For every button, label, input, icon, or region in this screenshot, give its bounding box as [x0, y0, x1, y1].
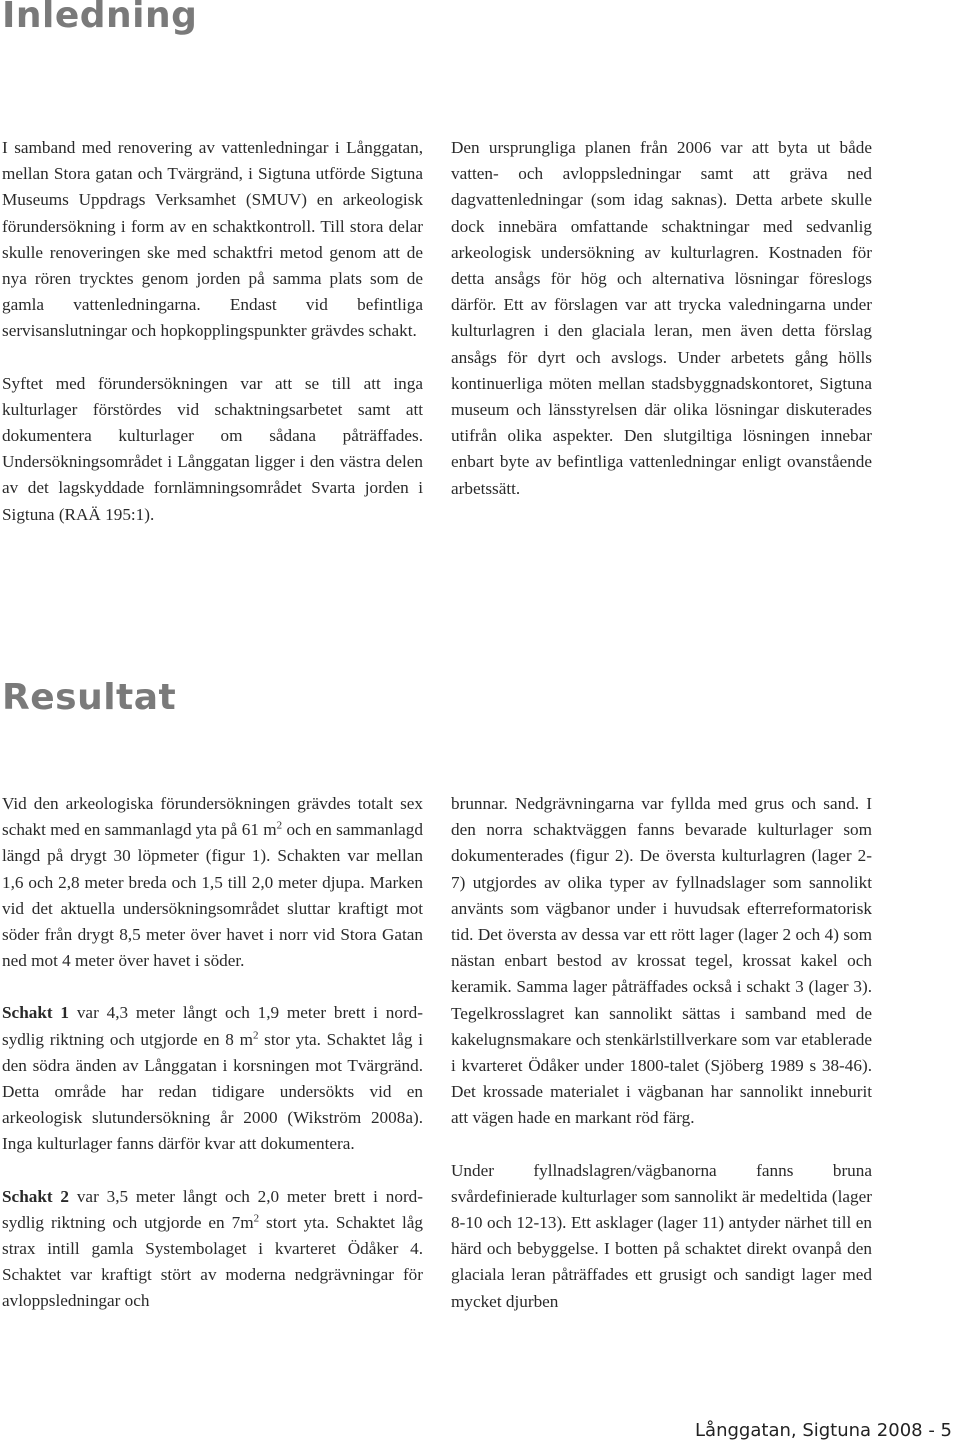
- section-heading-inledning: Inledning: [2, 0, 198, 36]
- paragraph: brunnar. Nedgrävningarna var fyllda med grus och sand. I den norra schaktväggen fanns bevarade kulturlager som dokumenterades (figur 2). De översta kulturlagren (lager 2-7) utgjordes av olika typer av fyllnadslager som sannolikt använts som vägbanor under i huvudsak efterreformatorisk tid. Det översta av dessa var ett rött lager (lager 2 och 4) som nästan enbart bestod av krossat tegel, krossat kakel och keramik. Samma lager påträffades också i schakt 3 (lager 3). Tegelkrosslagret kan sannolikt sättas i samband med de kakelugnsmakare och stenkärlstillverkare som var etablerade i kvarteret Ödåker under 1800-talet (Sjöberg 1989 s 38-46). Det krossade materialet i vägbanan har sannolikt inneburit att vägen hade en markant röd färg.: [451, 794, 872, 1128]
- text-run: var 3,5 meter långt och 2,0 meter brett i nord-sydlig riktning och utgjorde en 7m: [2, 1186, 423, 1232]
- paragraph-schakt-2: [2, 1184, 423, 1315]
- paragraph: Den ursprungliga planen från 2006 var att byta ut både vatten- och avloppsledningar samt att gräva ned dagvattenledningar (som idag saknas). Detta arbete skulle dock innebära omfattande schaktningar med sedvanlig arkeologisk undersökning av kulturlagren. Kostnaden för detta ansågs för hög och alternativa lösningar föreslogs därför. Ett av förslagen var att trycka valedningarna under kulturlagren i den glaciala leran, men även detta förslag ansågs för dyrt och avslogs. Under arbetets gång hölls kontinuerliga möten mellan stadsbyggnadskontoret, Sigtuna museum och länsstyrelsen där olika lösningar diskuterades utifrån olika aspekter. Den slutgiltiga lösningen innebar enbart byte av befintliga vattenledningar enligt ovanstående arbetssätt.: [451, 138, 872, 498]
- paragraph: Syftet med förundersökningen var att se till att inga kulturlager förstördes vid schaktningsarbetet samt att dokumentera kulturlager om sådana påträffades. Undersökningsområdet i Långgatan ligger i den västra delen av det lagskyddade fornlämningsområdet Svarta jorden i Sigtuna (RAÄ 195:1).: [2, 373, 423, 524]
- schakt-label: Schakt 1: [2, 1003, 70, 1023]
- paragraph: [2, 791, 423, 974]
- text-run: och en sammanlagd längd på drygt 30 löpmeter (figur 1). Schakten var mellan 1,6 och 2,8 meter breda och 1,5 till 2,0 meter djupa. Marken vid det aktuella undersökningsområdet sluttar kraftigt mot söder från drygt 8,5 meter över havet i norr vid Stora Gatan ned mot 4 meter över havet i söder.: [2, 820, 423, 971]
- paragraph: Under fyllnadslagren/vägbanorna fanns bruna svårdefinierade kulturlager som sannolikt är medeltida (lager 8-10 och 12-13). Ett asklager (lager 11) antyder närhet till en härd och bebyggelse. I botten på schaktet direkt ovanpå den glaciala leran påträffades ett grusigt och sandigt lager med mycket djurben: [451, 1160, 872, 1311]
- results-column-left: [2, 791, 423, 1315]
- paragraph: I samband med renovering av vattenledningar i Långgatan, mellan Stora gatan och Tvärgränd, i Sigtuna utförde Sigtuna Museums Uppdrags Verksamhet (SMUV) en arkeologisk förundersökning i form av en schaktkontroll. Till stora delar skulle renoveringen ske med schaktfri metod genom att de nya rören trycktes genom jorden på samma plats som de gamla vattenledningarna. Endast vid befintliga servisanslutningar och hopkopplingspunkter grävdes schakt.: [2, 138, 423, 341]
- text-run: stort yta. Schaktet låg strax intill gamla Systembolaget i kvarteret Ödåker 4. Schaktet var kraftigt stört av moderna nedgrävningar för avloppsledningar och: [2, 1212, 423, 1311]
- superscript: 2: [276, 819, 283, 832]
- intro-column-left: [2, 135, 423, 528]
- intro-column-right: [451, 135, 872, 502]
- text-run: stor yta. Schaktet låg i den södra änden av Långgatan i korsningen mot Tvärgränd. Detta område har redan tidigare undersökts vid en arkeologisk slutundersökning år 2000 (Wikström 2008a). Inga kulturlager fanns därför kvar att dokumentera.: [2, 1029, 423, 1154]
- page-footer: Långgatan, Sigtuna 2008 - 5: [695, 1420, 952, 1441]
- superscript: 2: [252, 1028, 259, 1041]
- paragraph-schakt-1: [2, 1000, 423, 1157]
- text-run: var 4,3 meter långt och 1,9 meter brett i nord-sydlig riktning och utgjorde en 8 m: [2, 1003, 423, 1049]
- section-heading-resultat: Resultat: [2, 677, 177, 718]
- results-column-right: [451, 791, 872, 1315]
- text-run: Vid den arkeologiska förundersökningen grävdes totalt sex schakt med en sammanlagd yta på 61 m: [2, 794, 423, 840]
- schakt-label: Schakt 2: [2, 1186, 70, 1206]
- superscript: 2: [253, 1212, 260, 1225]
